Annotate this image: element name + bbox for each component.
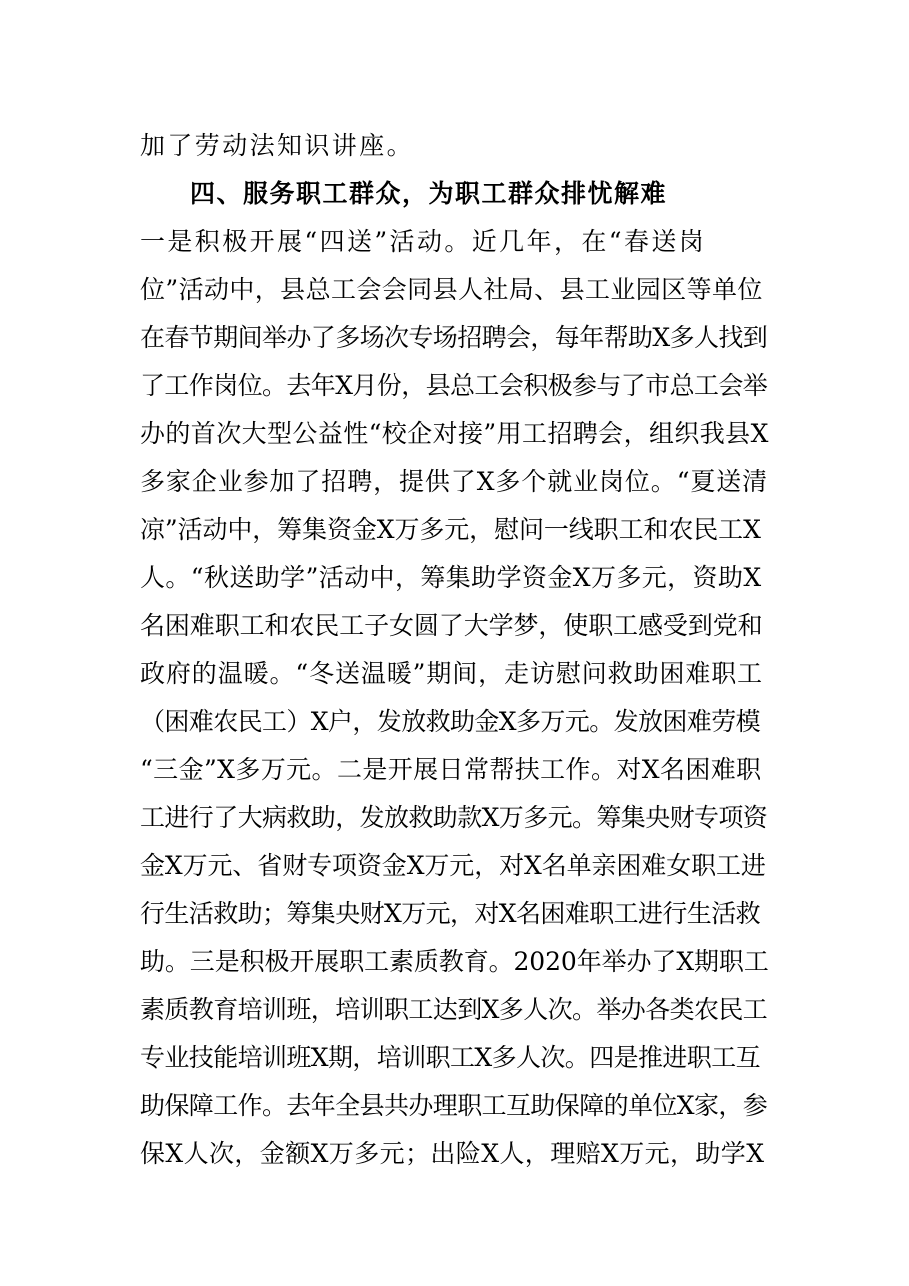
body-text-line: 办的首次大型公益性“校企对接”用工招聘会，组织我县X [140, 419, 769, 448]
body-text-line: 助。三是积极开展职工素质教育。2020年举办了X期职工 [140, 947, 769, 976]
body-text-line: 加了劳动法知识讲座。 [140, 131, 415, 160]
body-text-line: 政府的温暖。“冬送温暖”期间，走访慰问救助困难职工 [140, 659, 764, 688]
body-text-line: 名困难职工和农民工子女圆了大学梦，使职工感受到党和 [140, 611, 763, 640]
body-text-line: 工进行了大病救助，发放救助款X万多元。筹集央财专项资 [140, 803, 768, 832]
body-text-line: 人。“秋送助学”活动中，筹集助学资金X万多元，资助X [140, 563, 762, 592]
body-text-line: （困难农民工）X户，发放救助金X多万元。发放困难劳模 [140, 707, 760, 736]
body-text-line: 金X万元、省财专项资金X万元，对X名单亲困难女职工进 [140, 851, 766, 880]
body-text-line: 素质教育培训班，培训职工达到X多人次。举办各类农民工 [140, 995, 768, 1024]
section-heading: 四、服务职工群众，为职工群众排忧解难 [190, 179, 668, 208]
body-text-line: 在春节期间举办了多场次专场招聘会，每年帮助X多人找到 [140, 323, 768, 352]
body-text-line: 了工作岗位。去年X月份，县总工会积极参与了市总工会举 [140, 371, 768, 400]
body-text-line: 保X人次，金额X万多元；出险X人，理赔X万元，助学X [140, 1139, 765, 1168]
body-text-line: 一是积极开展“四送”活动。近几年，在“春送岗 [140, 227, 707, 256]
body-text-line: 多家企业参加了招聘，提供了X多个就业岗位。“夏送清 [140, 467, 769, 496]
body-text-line: 凉”活动中，筹集资金X万多元，慰问一线职工和农民工X [140, 515, 761, 544]
body-text-line: 专业技能培训班X期，培训职工X多人次。四是推进职工互 [140, 1043, 760, 1072]
body-text-line: 助保障工作。去年全县共办理职工互助保障的单位X家，参 [140, 1091, 768, 1120]
body-text-line: “三金”X多万元。二是开展日常帮扶工作。对X名困难职 [140, 755, 762, 784]
body-text-line: 行生活救助；筹集央财X万元，对X名困难职工进行生活救 [140, 899, 760, 928]
body-text-line: 位”活动中，县总工会会同县人社局、县工业园区等单位 [140, 275, 763, 304]
